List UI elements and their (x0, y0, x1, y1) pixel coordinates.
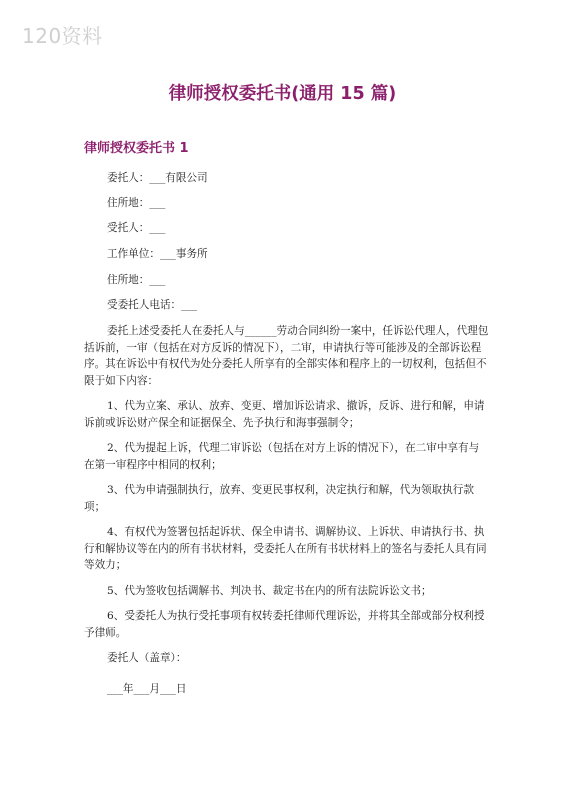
intro-paragraph: 委托上述受委托人在委托人与______劳动合同纠纷一案中，任诉讼代理人，代理包括诉前，一审（包括在对方反诉的情况下），二审，申请执行等可能涉及的全部诉讼程序。其在诉讼中有权代为处分委托人所享有的全部实体和程序上的一切权利，包括但不限于如下内容： (84, 325, 489, 387)
document-body (84, 323, 489, 697)
authority-item-6: 6、受委托人为执行受托事项有权转委托律师代理诉讼，并将其全部或部分权利授予律师。 (84, 610, 485, 639)
authority-item-1: 1、代为立案、承认、放弃、变更、增加诉讼请求、撤诉，反诉、进行和解，申请诉前或诉讼财产保全和证据保全、先予执行和海事强制令； (84, 400, 485, 429)
authority-item-5: 5、代为签收包括调解书、判决书、裁定书在内的所有法院诉讼文书； (107, 584, 432, 597)
section-title: 律师授权委托书 1 (84, 141, 189, 156)
agent-field: 受托人：___ (107, 222, 166, 234)
watermark: 120资料 (22, 24, 103, 48)
agent-phone-field: 受委托人电话：___ (107, 299, 198, 311)
client-seal-line: 委托人（盖章）： (107, 652, 187, 664)
date-line: ___年___月___日 (107, 682, 187, 695)
work-unit-field: 工作单位：___事务所 (107, 248, 208, 260)
agent-address-field: 住所地：___ (107, 274, 166, 286)
client-address-field: 住所地：___ (107, 197, 166, 209)
authority-item-4: 4、有权代为签署包括起诉状、保全申请书、调解协议、上诉状、申请执行书、执行和解协议等在内的所有书状材料，受委托人在所有书状材料上的签名与委托人具有同等效力； (84, 526, 487, 571)
authority-item-2: 2、代为提起上诉，代理二审诉讼（包括在对方上诉的情况下），在二审中享有与在第一审程序中相同的权利； (84, 442, 480, 471)
client-field: 委托人：___有限公司 (107, 172, 208, 184)
document-title: 律师授权委托书(通用 15 篇) (168, 84, 397, 104)
authority-item-3: 3、代为申请强制执行，放弃、变更民事权利，决定执行和解，代为领取执行款项； (84, 484, 474, 513)
